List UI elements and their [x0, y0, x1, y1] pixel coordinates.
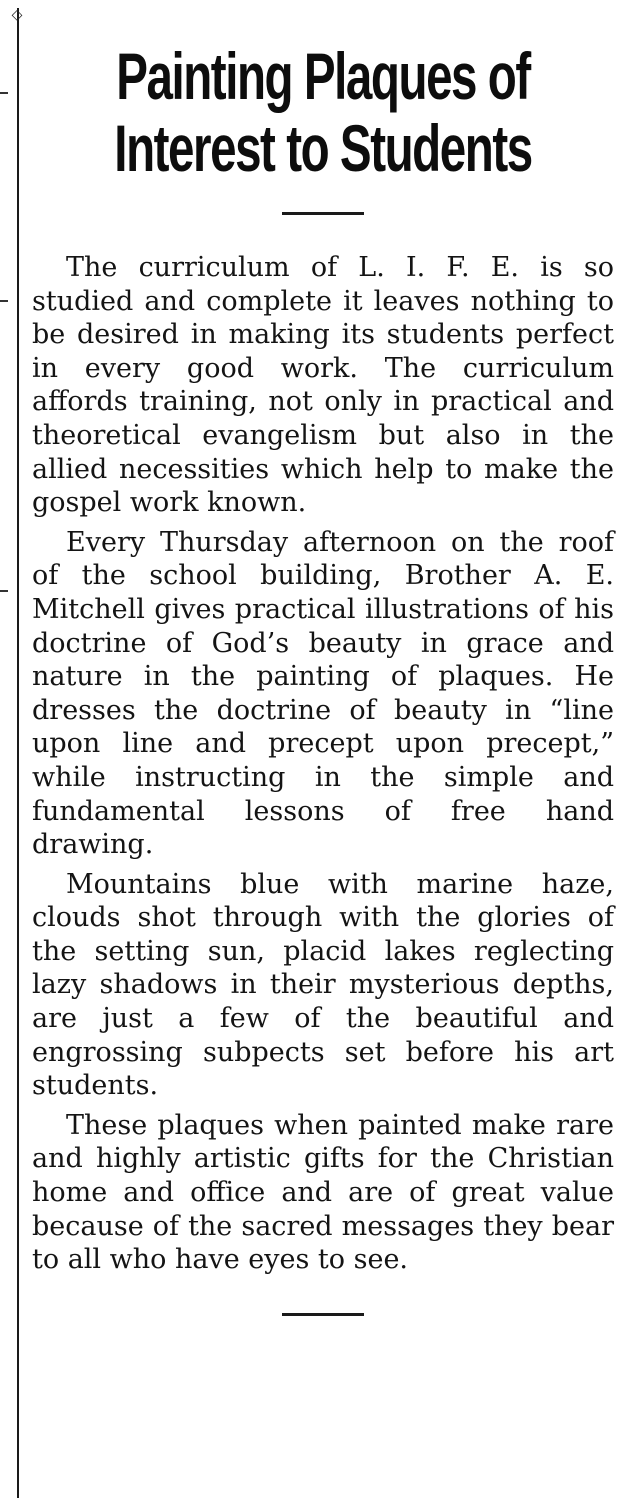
paragraph-plaques: These plaques when painted make rare and highly artistic gifts for the Christian home and office and are of great value because of the sacred messages they bear to all who have eyes to see. [32, 1109, 614, 1276]
end-divider [282, 1313, 364, 1316]
paragraph-mountains: Mountains blue with marine haze, clouds shot through with the glories of the setting sun, placid lakes reglecting lazy shadows in their mysterious depths, are just a few of the beautiful and engrossing subpects set before his art students. [32, 868, 614, 1102]
diamond-icon: ◇ [11, 7, 23, 23]
article [32, 40, 614, 1316]
article-body [32, 251, 614, 1277]
paragraph-curriculum: The curriculum of L. I. F. E. is so studied and complete it leaves nothing to be desired in making its students perfect in every good work. The curriculum affords training, not only in practical and theoretical evangelism but also in the allied necessities which help to make the gospel work known. [32, 252, 614, 519]
headline-line-2: Interest to Students [114, 111, 532, 185]
paragraph-thursday: Every Thursday afternoon on the roof of the school building, Brother A. E. Mitchell gives practical illustrations of his doctrine of God’s beauty in grace and nature in the painting of plaques. He dresses the doctrine of beauty in “line upon line and precept upon precept,” while instructing in the simple and fundamental lessons of free hand drawing. [32, 526, 614, 861]
edge-tick [0, 300, 8, 302]
headline-divider [282, 212, 364, 215]
edge-tick [0, 92, 8, 94]
edge-tick [0, 590, 8, 592]
headline-line-1: Painting Plaques of [116, 39, 530, 113]
column-rule [17, 8, 19, 1498]
headline [113, 40, 532, 184]
